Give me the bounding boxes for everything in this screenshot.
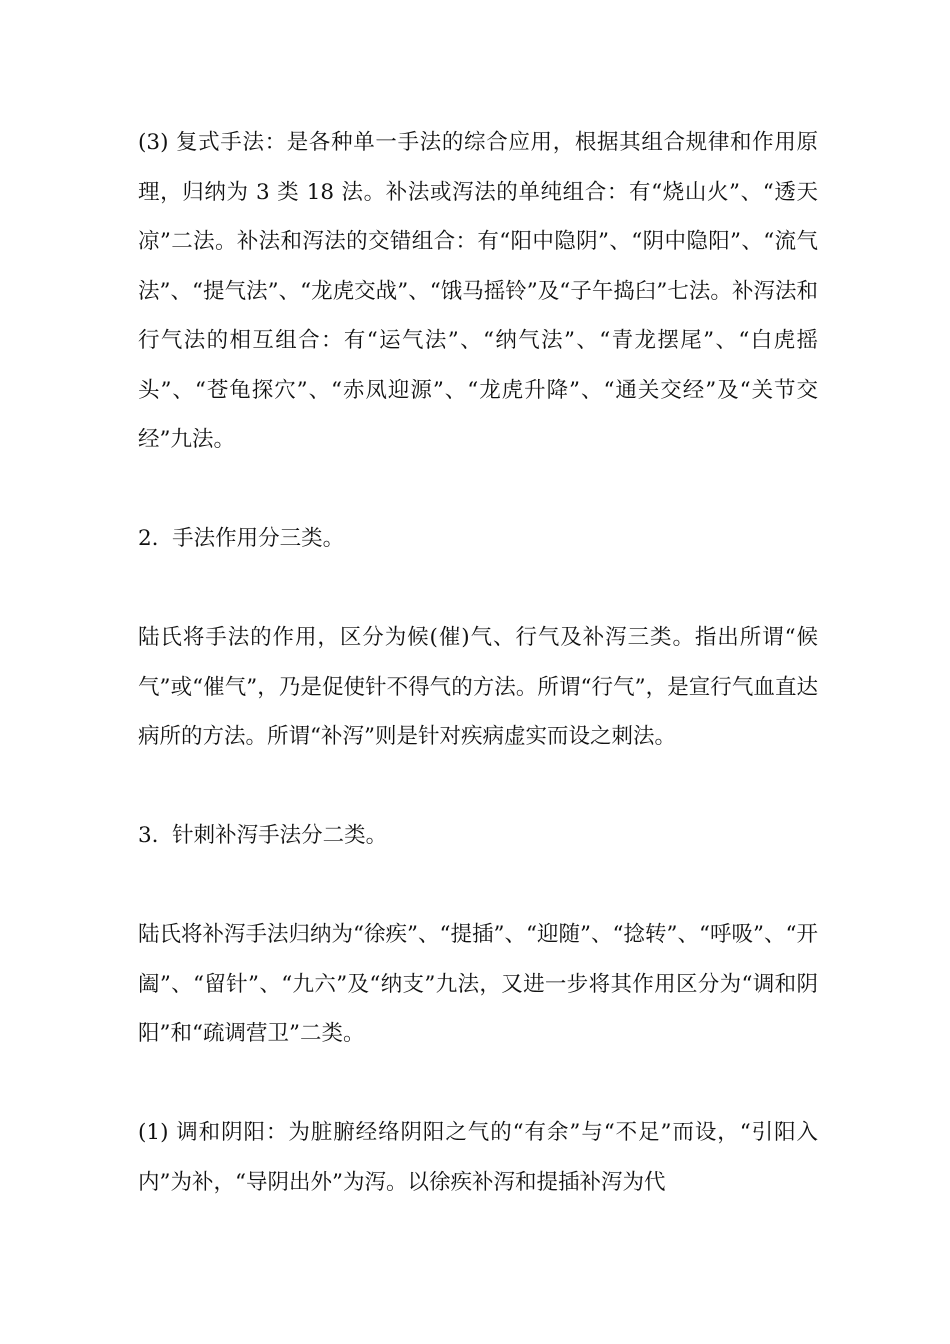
paragraph-harmonize-yin-yang: (1) 调和阴阳：为脏腑经络阴阳之气的“有余”与“不足”而设，“引阳入内”为补，“导阴出外”为泻。以徐疾补泻和提插补泻为代 xyxy=(138,1120,818,1195)
document-page xyxy=(138,118,818,1207)
paragraph-spacer xyxy=(138,861,818,911)
paragraph-technique-effects: 陆氏将手法的作用，区分为候(催)气、行气及补泻三类。指出所谓“候气”或“催气”，乃是促使针不得气的方法。所谓“行气”，是宣行气血直达病所的方法。所谓“补泻”则是针对疾病虚实而设之刺法。 xyxy=(138,625,818,749)
paragraph-spacer xyxy=(138,465,818,515)
heading-technique-effects: 2. 手法作用分三类。 xyxy=(138,526,345,551)
paragraph-tonify-reduce-methods: 陆氏将补泻手法归纳为“徐疾”、“提插”、“迎随”、“捻转”、“呼吸”、“开阖”、“留针”、“九六”及“纳支”九法，又进一步将其作用区分为“调和阴阳”和“疏调营卫”二类。 xyxy=(138,922,818,1046)
heading-tonify-reduce-types: 3. 针刺补泻手法分二类。 xyxy=(138,823,388,848)
paragraph-spacer xyxy=(138,762,818,812)
paragraph-spacer xyxy=(138,564,818,614)
paragraph-spacer xyxy=(138,1059,818,1109)
paragraph-compound-techniques: (3) 复式手法：是各种单一手法的综合应用，根据其组合规律和作用原理，归纳为 3 类 18 法。补法或泻法的单纯组合：有“烧山火”、“透天凉”二法。补法和泻法的交错组合：有“阳中隐阴”、“阴中隐阳”、“流气法”、“提气法”、“龙虎交战”、“饿马摇铃”及“子午捣臼”七法。补泻法和行气法的相互组合：有“运气法”、“纳气法”、“青龙摆尾”、“白虎摇头”、“苍龟探穴”、“赤凤迎源”、“龙虎升降”、“通关交经”及“关节交经”九法。 xyxy=(138,130,818,452)
